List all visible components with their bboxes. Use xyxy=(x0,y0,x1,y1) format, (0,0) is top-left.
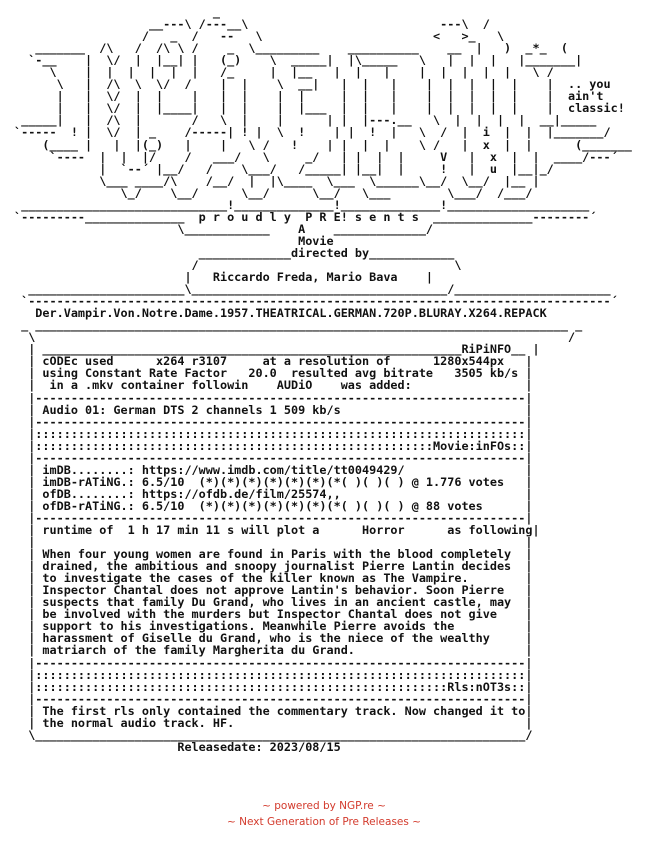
footer-tagline: ~ Next Generation of Pre Releases ~ xyxy=(227,816,421,828)
nfo-text: _ __---\ /---__\ ---\ / / _ / -- \ < >_ \ _______ /\ / /\ \ / _ \_________ __________ __ | ) _*_ ( `-__ | \/ | |__| | (_) \ _____| |\_____ \ | | | |_______| \ | | | | | | /_ | |__ | | | | | | | | \ / \ | /\ \ \/ / | | \ __| | | | | | | | | | .. you | | \/ | | | | | | | | | | | | | | | | ain't | | \/ | |____| | | | |___ | | | | | | | | | classic! _____| | /\ | / \ | | | | |---.__ \ | | | | __|_____ `----- ! | \/ | _ /-----| ! | \ ! | | ! | \ / | i | | |_______/ (____ | | |(_) | | \ / ! | | | | \ / | x | | (_______ `---- | | |/ / ___/ \ _/ | | | | V | x | | ____/---´ | `--´ |__/ / \___/ /_____| |__| | ! | u |__|_/ \___ ____/\ /__/ | |\____ \___ \______\__/ \__/ |__ | \_/ \__/ \__/ \__/ \___ \___/ /___/ _____________________________!______________!______________!____________________ `---------______________ p r o u d l y P R E! s e n t s ______________--------´ \____________ A _____________/ Movie _____________directed by____________ / \ | Riccardo Freda, Mario Bava | ______________________\____________________________________/______________________ `----------------------------------------------------------------------------------´ Der.Vampir.Von.Notre.Dame.1957.THEATRICAL.GERMAN.720P.BLURAY.X264.REPACK _ ___________________________________________________________________________ _ \ / | ___________________________________________________________RiPiNFO__ | | cODEc used x264 r3107 at a resolution of 1280x544px | | using Constant Rate Factor 20.0 resulted avg bitrate 3505 kb/s | | in a .mkv container followin AUDiO was added: | |---------------------------------------------------------------------| | Audio 01: German DTS 2 channels 1 509 kb/s | |---------------------------------------------------------------------| |:::::::::::::::::::::::::::::::::::::::::::::::::::::::::::::::::::::| |::::::::::::::::::::::::::::::::::::::::::::::::::::::::Movie:inFOs::| |---------------------------------------------------------------------| | imDB........: https://www.imdb.com/title/tt0049429/ | | imDB-rATiNG.: 6.5/10 (*)(*)(*)(*)(*)(*)(*( )( )( ) @ 1.776 votes | | ofDB........: https://ofdb.de/film/25574,, | | ofDB-rATiNG.: 6.5/10 (*)(*)(*)(*)(*)(*)(*( )( )( ) @ 88 votes | |---------------------------------------------------------------------| | runtime of 1 h 17 min 11 s will plot a Horror as following| | | | When four young women are found in Paris with the blood completely | | drained, the ambitious and snoopy journalist Pierre Lantin decides | | to investigate the cases of the killer known as The Vampire. | | Inspector Chantal does not approve Lantin's behavior. Soon Pierre | | suspects that family Du Grand, who lives in an ancient castle, may | | be involved with the murders but Inspector Chantal does not give | | support to his investigations. Meanwhile Pierre avoids the | | harassment of Giselle du Grand, who is the niece of the wealthy | | matriarch of the family Margherita du Grand. | |---------------------------------------------------------------------| |:::::::::::::::::::::::::::::::::::::::::::::::::::::::::::::::::::::| |::::::::::::::::::::::::::::::::::::::::::::::::::::::::::Rls:nOT3s::| |---------------------------------------------------------------------| | The first rls only contained the commentary track. Now changed it to| | the normal audio track. HF. | \_____________________________________________________________________/ Releasedate: 2023/08/15 xyxy=(14,5,632,754)
footer-powered-by: ~ powered by NGP.re ~ xyxy=(262,800,386,812)
